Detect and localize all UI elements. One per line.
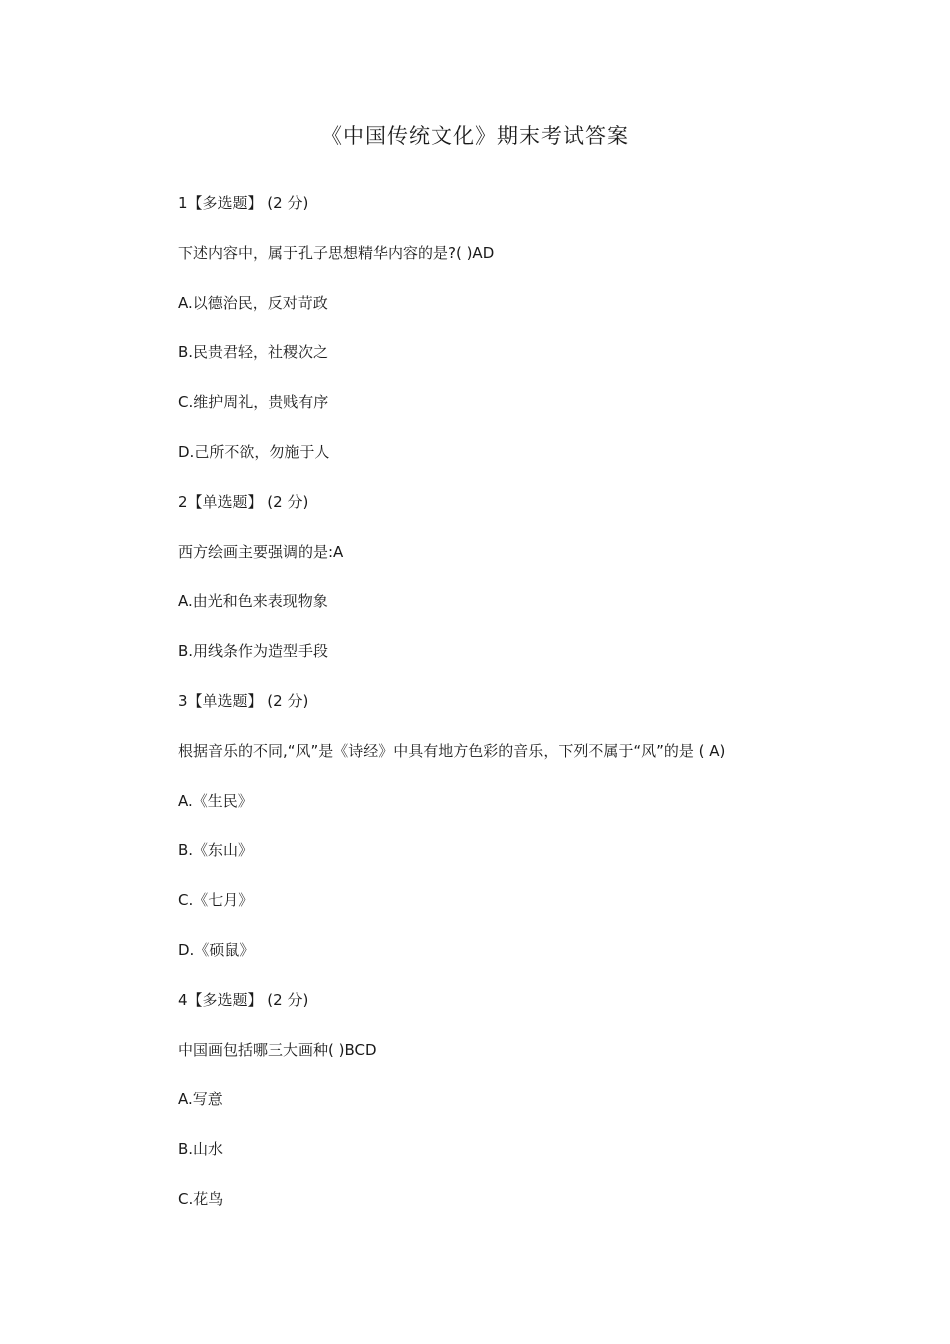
question-header: 1【多选题】 (2 分) xyxy=(178,194,309,212)
question-header: 4【多选题】 (2 分) xyxy=(178,990,309,1009)
question-stem: 西方绘画主要强调的是:A xyxy=(178,542,344,561)
question-stem: 下述内容中，属于孔子思想精华内容的是?( )AD xyxy=(178,243,495,262)
answer-option: B.用线条作为造型手段 xyxy=(178,642,329,661)
answer-option: D.己所不欲，勿施于人 xyxy=(178,442,330,461)
document-title: 《中国传统文化》期末考试答案 xyxy=(321,124,629,148)
answer-option: C.维护周礼，贵贱有序 xyxy=(178,393,329,412)
answer-option: C.《七月》 xyxy=(178,891,254,910)
answer-option: A.以德治民，反对苛政 xyxy=(178,293,328,312)
answer-option: B.民贵君轻，社稷次之 xyxy=(178,343,329,362)
answer-option: A.写意 xyxy=(178,1090,223,1109)
question-stem: 根据音乐的不同,“风”是《诗经》中具有地方色彩的音乐，下列不属于“风”的是 ( A) xyxy=(178,741,726,760)
question-stem: 中国画包括哪三大画种( )BCD xyxy=(178,1040,377,1059)
question-header: 3【单选题】 (2 分) xyxy=(178,691,309,710)
answer-option: D.《硕鼠》 xyxy=(178,940,255,959)
answer-option: B.《东山》 xyxy=(178,841,254,860)
answer-option: B.山水 xyxy=(178,1140,224,1159)
document-body xyxy=(178,190,878,1236)
question-header: 2【单选题】 (2 分) xyxy=(178,492,309,511)
answer-option: A.《生民》 xyxy=(178,791,253,810)
answer-option: A.由光和色来表现物象 xyxy=(178,592,328,611)
answer-option: C.花鸟 xyxy=(178,1189,224,1208)
